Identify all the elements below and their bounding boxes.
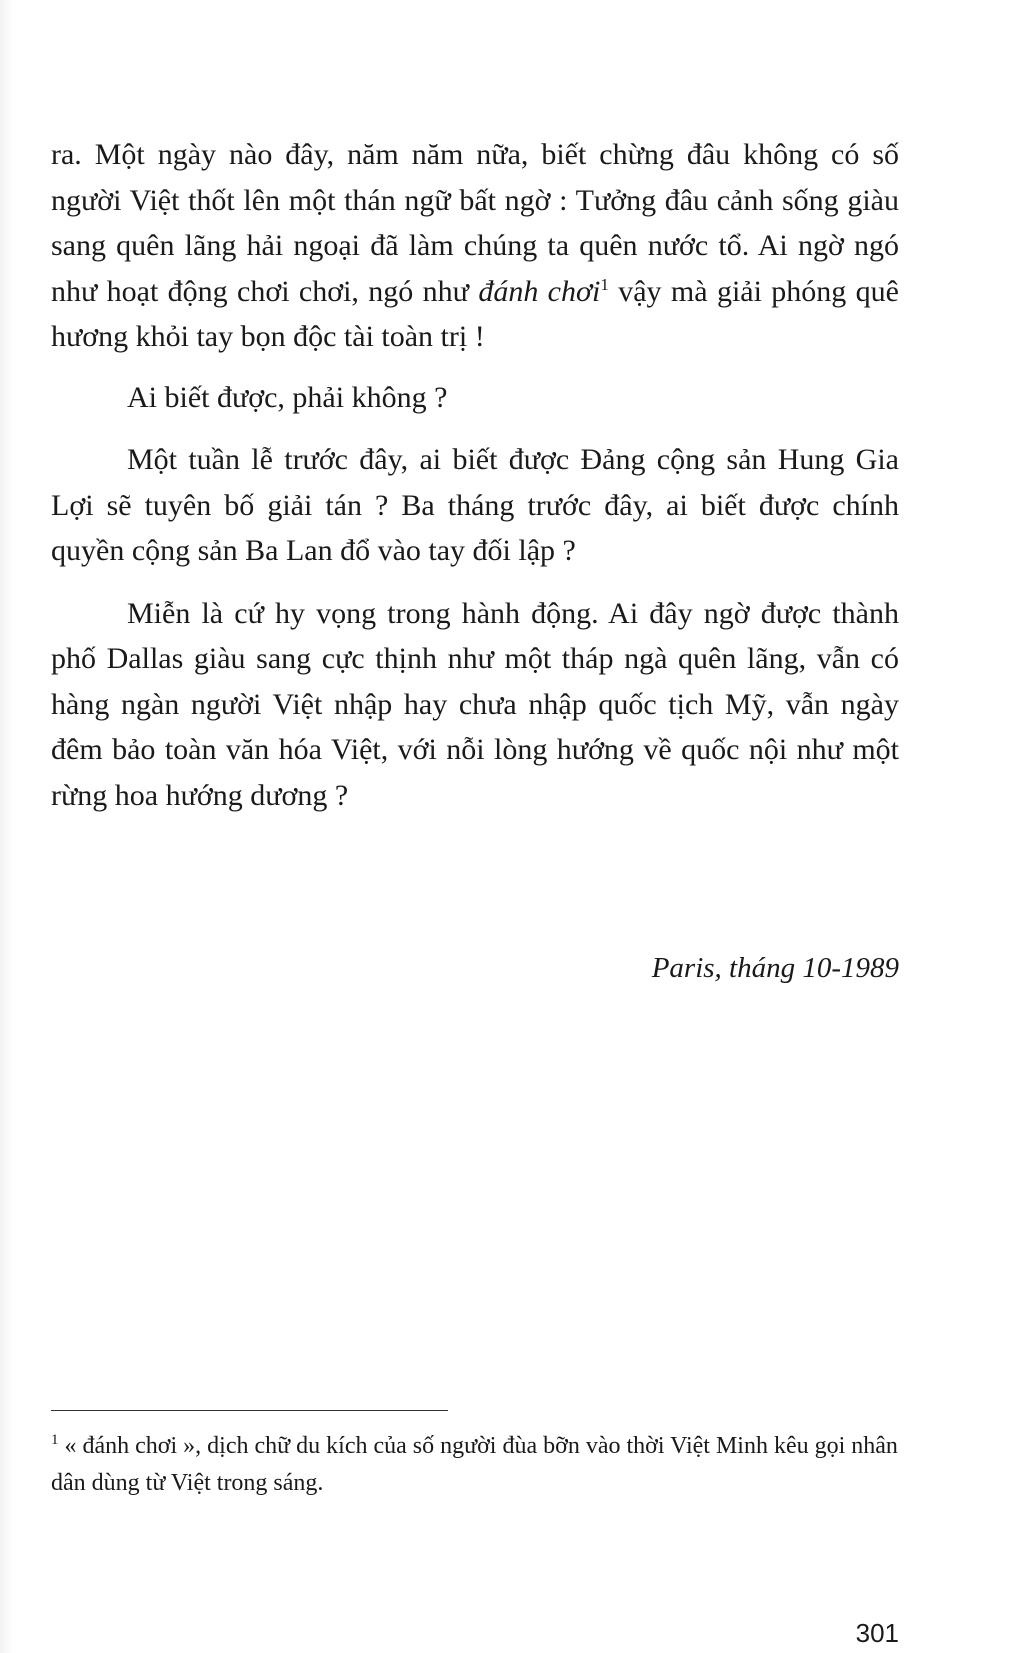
paragraph-3: Một tuần lễ trước đây, ai biết được Đảng cộng sản Hung Gia Lợi sẽ tuyên bố giải tán ? Ba tháng trước đây, ai biết được chính quyền cộng sản Ba Lan đổ vào tay đối lập ?: [51, 443, 899, 567]
footnote: [51, 1428, 899, 1502]
footnote-text: « đánh chơi », dịch chữ du kích của số người đùa bỡn vào thời Việt Minh kêu gọi nhân dân dùng từ Việt trong sáng.: [51, 1433, 898, 1496]
paragraph-4: Miễn là cứ hy vọng trong hành động. Ai đây ngờ được thành phố Dallas giàu sang cực thịnh như một tháp ngà quên lãng, vẫn có hàng ngàn người Việt nhập hay chưa nhập quốc tịch Mỹ, vẫn ngày đêm bảo toàn văn hóa Việt, với nỗi lòng hướng về quốc nội như một rừng hoa hướng dương ?: [51, 596, 899, 812]
footnote-divider: [51, 1410, 448, 1411]
footnote-reference: 1: [600, 274, 609, 294]
paragraph-1: [51, 132, 899, 360]
paragraph-1-lead: ra. Một ngày nào đây, năm năm nữa, biết chừng đâu không có số người Việt thốt lên một thán ngữ bất ngờ : Tưởng đâu cảnh sống giàu sang quên lãng hải ngoại đã làm chúng ta quên nước tổ. Ai ngờ ngó như hoạt động chơi chơi, ngó như: [51, 138, 899, 308]
paragraph-1-tail: vậy mà giải phóng quê hương khỏi tay bọn độc tài toàn trị !: [51, 274, 899, 353]
footnote-mark: 1: [51, 1432, 59, 1448]
paragraph-2: Ai biết được, phải không ?: [127, 380, 448, 414]
signature-place-date: Paris, tháng 10-1989: [651, 952, 899, 984]
italic-term: đánh chơi: [478, 274, 601, 308]
page-number: 301: [855, 1618, 899, 1648]
body-text: [51, 132, 899, 818]
binding-edge: [0, 0, 14, 1653]
